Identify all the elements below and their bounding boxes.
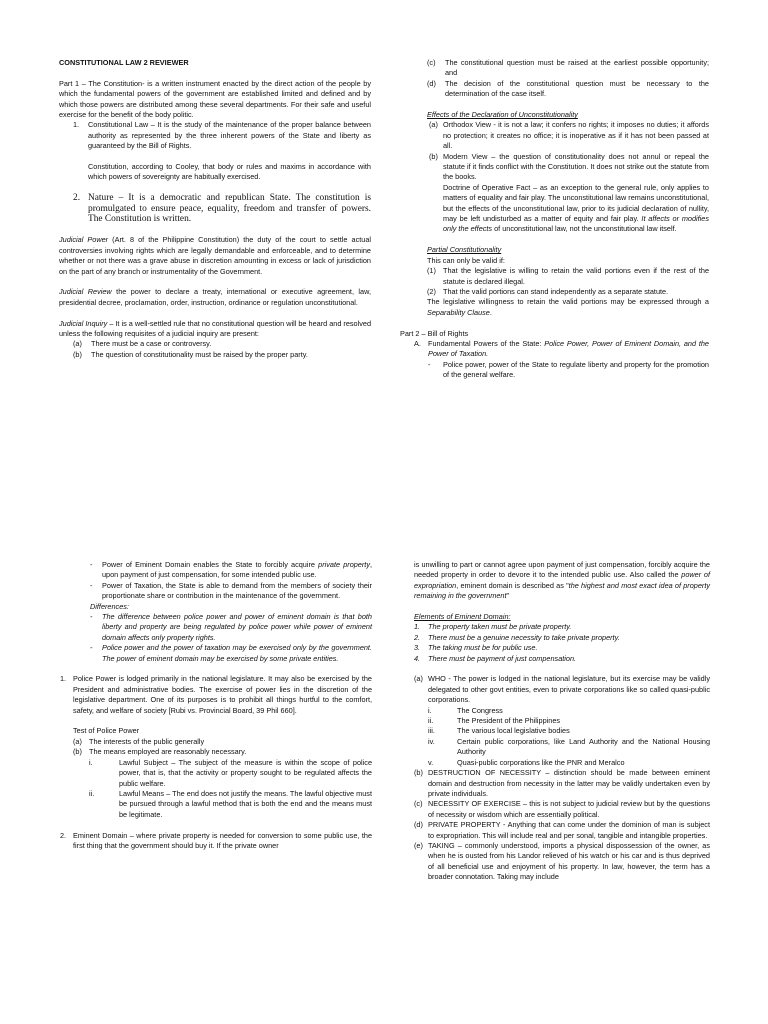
elements-heading: Elements of Eminent Domain: [414,612,511,622]
list-text: The various local legislative bodies [457,726,570,736]
judicial-power-paragraph [59,235,371,277]
police-power-item [60,674,372,716]
taking-item [414,841,710,883]
eminent-domain-item [60,831,372,852]
requisite-d [427,79,709,100]
list-number: 1. [60,674,67,684]
part2-heading: Part 2 – Bill of Rights [400,328,469,338]
part1-intro: Part 1 – The Constitution- is a written instrument enacted by the direct action of the people by which the fundamental powers of the government are established limited and defined and by which those powers are distributed among these several departments. For their safe and useful exercise for the benefit of the body politic. [59,78,371,120]
private-property-item [414,820,710,841]
list-text: Certain public corporations, like Land Authority and the National Housing Authority [457,736,710,757]
list-label: (b) [73,747,82,757]
doctrine-text: Doctrine of Operative Fact – as an exception to the general rule, only applies to matters of equality and fair play. The unconstitutional law remains unconstitutional, but the effects of the unconstitutional law, prior to its judicial declaration of nullity, may be left undisturbed as a matter of equity and fair play. [443,182,709,224]
list-text: The Congress [457,705,503,715]
list-label: (a) [429,120,438,130]
test-lawful-means [60,789,372,820]
differences-heading: Differences: [90,601,129,611]
term-definition: (Art. 8 of the Philippine Constitution) the duty of the court to settle actual controversies involving rights which are legally demandable and enforceable, and to determine whether or not there was a grave abuse in discretion amounting in excess or lack of jurisdiction on the part of any branch or instrumentality of the Government. [59,235,372,276]
continued-quote: the highest and most exact idea of property remaining in the government [414,580,710,601]
list-text: Police Power is lodged primarily in the national legislature. It may also be exercised by the President and administrative bodies. The exercise of power lies in the discretion of the legislative department. One of its purposes is to prohibit all things hurtful to the comfort, safety, and welfare of society [Rubi vs. Provincial Board, 39 Phil 660]. [73,674,372,715]
dash-marker: - [428,359,431,369]
list-text: The interests of the public generally [89,736,205,746]
doctrine-tail: of unconstitutional law, not the unconstitutional law itself. [492,224,677,234]
requisite-c [427,58,709,79]
roman-item-1 [414,706,710,716]
list-item-constitutional-law [59,120,371,151]
list-text: The property taken must be private property. [428,622,572,632]
list-text: The means employed are reasonably necessary. [89,747,247,757]
test-b [60,747,372,757]
term-label: Judicial Power [59,235,109,245]
continued-end: " [506,591,510,601]
list-label: (c) [414,799,423,809]
list-label: (d) [414,820,423,830]
term-label: Judicial Inquiry [59,318,108,328]
list-text: That the legislative is willing to retain the valid portions even if the rest of the statute is declared illegal. [443,266,709,286]
list-text: Power of Taxation, the State is able to demand from the members of society their proportionate share or contribution in the maintenance of the government. [102,580,372,601]
list-text: The taking must be for public use. [428,643,538,653]
judicial-review-paragraph [59,287,371,308]
term-definition: the power to declare a treaty, international or executive agreement, law, presidential decree, proclamation, order, instruction, ordinance or regulation unconstitutional. [59,287,372,307]
list-label: A. [414,338,421,348]
list-text: Lawful Subject – The subject of the measure is within the scope of police power, that is, that the activity or property sought to be regulated affects the public welfare. [119,757,372,788]
roman-item-3 [414,726,710,736]
term-definition: – It is a well-settled rule that no constitutional question will be heard and resolved unless the following requisites of a judicial inquiry are present: [59,318,372,339]
eminent-text-tail: , upon payment of just compensation, for some intended public use. [102,560,372,580]
list-text: PRIVATE PROPERTY - Anything that can come under the dominion of man is subject to expropriation. This will include real and per sonal, tangible and intangible properties. [428,820,710,840]
list-text: Quasi-public corporations like the PNR and Meralco [457,757,625,767]
cooley-definition: Constitution, according to Cooley, that body or rules and maxims in accordance with which powers of sovereignty are habitually exercised. [88,162,371,182]
part2-item-A [414,339,709,360]
note-text: The legislative willingness to retain the valid portions may be expressed through a [427,297,709,307]
list-number: 1. [414,622,421,632]
partial-item-2 [427,287,709,297]
list-label: i. [428,705,432,715]
list-text [102,560,372,581]
taxation-bullet [60,581,372,602]
list-text: DESTRUCTION OF NECESSITY – distinction should be made between eminent domain and destruction from necessity in the latter may be validly undertaken even by private individuals. [428,768,710,798]
list-text: The difference between police power and power of eminent domain is that both liberty and property are being regulated by police power while power of eminent domain affects only property rights. [102,612,372,642]
list-number: 4. [414,653,421,663]
list-text: Orthodox View - it is not a law; it confers no rights; it imposes no duties; it affords no protection; it creates no office; it is inoperative as if it has not been passed at all. [443,120,709,151]
list-text: There must be payment of just compensation. [428,653,577,663]
list-label: (a) [414,674,423,684]
element-3 [414,643,710,653]
list-label: (e) [414,840,423,850]
list-text: Constitutional Law – It is the study of the maintenance of the proper balance between authority as represented by the three inherent powers of the State and liberty as guaranteed by the Bill of Rights. [88,120,371,151]
effect-orthodox [427,120,709,151]
list-label: iii. [428,726,435,736]
roman-item-2 [414,716,710,726]
document-title: CONSTITUTIONAL LAW 2 REVIEWER [59,58,189,67]
list-text [428,339,709,360]
list-text: NECESSITY OF EXERCISE – this is not subject to judicial review but by the questions of necessity or wisdom which are essentially political. [428,799,710,819]
element-1 [414,622,710,632]
dash-marker: - [90,643,93,653]
list-text: Nature – It is a democratic and republican State. The constitution is promulgated to ensure peace, equality, freedom and transfer of powers. The Constitution is written. [88,193,371,225]
continued-text: is unwilling to part or cannot agree upon payment of just compensation, forcibly acquire the needed property in order to devore it to the intended public use. Also called the [414,560,710,580]
continued-emphasis: power of expropriation [414,570,710,590]
eminent-emphasis: private property [318,560,370,569]
list-label: (2) [427,286,436,296]
list-label: (a) [73,736,82,746]
note-emphasis: Separability Clause [427,307,490,317]
partial-note [427,297,709,318]
page2-right-column [414,560,710,883]
requisite-a [59,339,371,349]
list-text: There must be a genuine necessity to take private property. [428,632,620,642]
list-text: Eminent Domain – where private property is needed for conversion to some public use, the first thing that the government should buy it. If the private owner [73,830,372,850]
list-text: There must be a case or controversy. [91,339,212,349]
dash-marker: - [90,560,93,569]
necessity-item [414,799,710,820]
list-text: Lawful Means – The end does not justify the means. The lawful objective must be pursued through a lawful method that is both the end and the means must be legitimate. [119,788,372,819]
list-text: WHO - The power is lodged in the national legislature, but its exercise may be validly delegated to other govt entities, even to private corporations like so called quasi-public corporations. [428,674,710,705]
list-text: Police power and the power of taxation may be exercised only by the government. The power of eminent domain may be exercised by some private entities. [102,643,372,663]
part2-a-text: Fundamental Powers of the State: [428,338,545,348]
list-label: v. [428,757,434,767]
list-text: Police power, power of the State to regulate liberty and property for the promotion of the general welfare. [443,359,709,380]
eminent-text: Power of Eminent Domain enables the State to forcibly acquire [102,560,319,569]
page1-left-column [59,58,371,360]
list-label: (d) [427,78,436,88]
partial-item-1 [427,266,709,287]
list-label: (b) [73,349,82,359]
element-2 [414,633,710,643]
part2-a-emphasis: Police Power, Power of Eminent Domain, and the Power of Taxation. [428,338,709,359]
doctrine-emphasis: It affects or modifies only the effects [443,214,709,234]
list-text: The question of constitutionality must be raised by the proper party. [91,349,308,359]
element-4 [414,654,710,664]
partial-intro: This can only be valid if: [427,255,505,265]
list-number: 2. [60,830,67,840]
list-number: 3. [414,643,421,653]
test-a [60,737,372,747]
requisite-b [59,350,371,360]
roman-item-4 [414,737,710,758]
list-label: (b) [414,768,423,778]
list-text: TAKING – commonly understood, imports a physical dispossession of the owner, as when he is ousted from his Landor relieved of his watch or his car and is thus deprived of all beneficial use and enjoyment of his property. In law, however, the term has a broader connotation. Taking may include [428,840,710,882]
page1-right-column [400,58,709,381]
list-text: Modern View – the question of constitutionality does not annul or repeal the statute if it finds conflict with the Constitution. It does not strike out the statute from the books. [443,151,709,182]
eminent-domain-bullet [60,560,372,581]
list-text: The decision of the constitutional question must be necessary to the determination of the case itself. [445,78,709,99]
difference-2 [60,643,372,664]
police-power-bullet [427,360,709,381]
roman-item-5 [414,758,710,768]
test-lawful-subject [60,758,372,789]
destruction-item [414,768,710,799]
list-number: 2. [414,632,421,642]
list-label: (a) [73,339,82,349]
partial-heading: Partial Constitutionality [427,245,502,255]
list-label: iv. [428,736,435,746]
eminent-domain-continued [414,560,710,602]
list-item-nature [59,193,371,225]
dash-marker: - [90,612,93,622]
judicial-inquiry-paragraph [59,319,371,340]
list-text: That the valid portions can stand independently as a separate statute. [443,286,669,296]
list-text: The President of the Philippines [457,716,561,726]
who-item [414,674,710,705]
continued-text-2: , eminent domain is described as " [456,580,569,590]
list-label: i. [89,757,93,767]
test-heading: Test of Police Power [73,726,140,736]
list-number: 1. [73,120,80,130]
list-label: (b) [429,151,438,161]
list-label: ii. [428,716,434,726]
note-end: . [489,307,492,317]
difference-1 [60,612,372,643]
effect-modern [427,152,709,183]
doctrine-operative-fact [427,183,709,235]
list-label: (1) [427,266,436,276]
document-page-2 [0,512,768,1024]
page2-left-column [60,560,372,851]
term-label: Judicial Review [59,287,112,297]
list-label: (c) [427,58,436,67]
effects-heading: Effects of the Declaration of Unconstitutionality [427,110,578,120]
dash-marker: - [90,580,93,590]
list-text: The constitutional question must be raised at the earliest possible opportunity; and [445,58,709,78]
list-number: 2. [73,193,81,204]
list-label: ii. [89,788,95,798]
